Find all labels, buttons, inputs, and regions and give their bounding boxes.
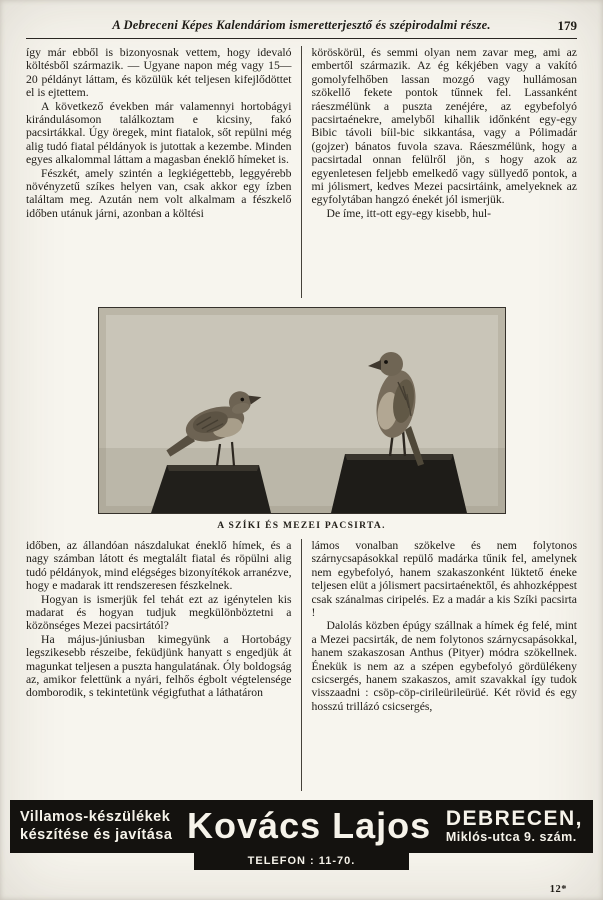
- advert-address-block: [446, 808, 583, 844]
- top-right-column: [302, 46, 578, 298]
- figure-caption: A SZÍKI ÉS MEZEI PACSIRTA.: [217, 521, 386, 531]
- paragraph: Hogyan is ismerjük fel tehát ezt az igénytelen kis madarat és hogyan tudjuk megkülönböztetni a közönséges Mezei pacsirtától?: [26, 592, 292, 633]
- running-head: A Debreceni Képes Kalendáriom ismeretterjesztő és szépirodalmi része.: [112, 18, 491, 32]
- signature-mark: 12*: [549, 884, 567, 895]
- advert-business-name: Kovács Lajos: [187, 805, 432, 846]
- paragraph: Ha május-júniusban kimegyünk a Hortobágy legszikesebb részeibe, feküdjünk hanyatt s engedjük át magunkat teljesen a puszta hangulatának. Óly boldogság az, amikor felettünk a nyári, felhős égbolt végtelensége domborodik, s tekintetünk végigfuthat a láthatáron: [26, 632, 292, 700]
- top-left-column: [26, 46, 302, 298]
- paragraph: Fészkét, amely szintén a legkiégettebb, leggyérebb növényzetű szíkes helyen van, csak akkor egy ízben találtam meg. Azután nem volt alkalmam a fészkelő időben utánuk járni, azonban a költési: [26, 166, 292, 220]
- advert-service-line2: készítése és javítása: [20, 827, 173, 843]
- advert-city: DEBRECEN,: [445, 807, 583, 830]
- advert-street: Miklós-utca 9. szám.: [445, 830, 577, 844]
- bird-figure: [98, 307, 506, 531]
- left-mount: [151, 465, 271, 513]
- bird-photo: [99, 308, 505, 513]
- paragraph: Dalolás közben épúgy szállnak a hímek ég felé, mint a Mezei pacsirták, de nem folytonos szárnycsapásokkal, hanem szakaszosan Anthus (Pityer) módra szökellnek. Énekük is nem az a szépen egybefolyó gördülékeny csicsergés, hanem szakaszos, amit szavakkal így tudok visszaadni : csöp-cöp-cirileürileürüé. Két rövid és egy hosszú trillázó csicsergés,: [311, 619, 577, 713]
- paragraph: időben, az állandóan nászdalukat éneklő hímek, és a nagy számban látott és megtalált fiatal és röpülni alig tudó példányok, mind elégséges bizonyítékok arranézve, hogy e madarak itt rendszeresen fészkelnek.: [26, 539, 292, 593]
- bottom-left-column: [26, 539, 302, 791]
- page-number: 179: [557, 18, 577, 33]
- paragraph: így már ebből is bizonyosnak vettem, hogy idevaló költésből származik. — Ugyane napon még vagy 15—20 példányt láttam, és közülük két teljesen kifejlődöttet el is ejtettem.: [26, 46, 292, 100]
- advert-phone-strip: TELEFON : 11-70.: [194, 853, 409, 870]
- paragraph: lámos vonalban szökelve és nem folytonos szárnycsapásokkal repülő madárka tűnik fel, amelynek nem egybefolyó, hanem szakaszonként lüktető éneke teljesen elüt a jólismert pacsirtaénektől, és ahhozképpest csak szánalmas ciripelés. Ez a madár a kis Szíki pacsirta !: [311, 539, 577, 620]
- advertisement-banner: [10, 800, 593, 853]
- bird-photo-frame: [98, 307, 506, 514]
- right-mount: [331, 454, 467, 513]
- advert-service-lines: [20, 808, 172, 844]
- bottom-right-column: [302, 539, 578, 791]
- page-header: [26, 18, 577, 39]
- bottom-text-columns: [26, 539, 577, 791]
- advert-service-line1: Villamos-készülékek: [20, 809, 171, 825]
- paragraph: De íme, itt-ott egy-egy kisebb, hul-: [326, 206, 492, 220]
- top-text-columns: [26, 46, 577, 298]
- paragraph: A következő években már valamennyi hortobágyi kirándulásomon találkoztam e kicsiny, fakó pacsirtákkal. Úgy öregek, mint fiatalok, sőt repülni még alig tudó fiatal példányok is jutottak a kezembe. Minden egyes alkalommal láttam a magasban éneklő hímeket is.: [26, 99, 292, 167]
- paragraph: köröskörül, és semmi olyan nem zavar meg, ami az embertől származik. Az ég kékjében vagy a vakító gomolyfelhőben lassan mozgó vagy hullámosan szökellő fekete pontok tűnnek fel. Lassanként ráeszmélünk a puszta zenéjére, az egybefolyó pacsirtaénekre, amelyből kihallik időnként egy-egy Bibic távoli bíil-bic sikkantása, vagy a Pólimadár (gojzer) bánatos fuvola szava. Ráeszmélünk, hogy a pacsirtadal onnan felülről jön, s hogy azok az egyenletesen feljebb emelkedő vagy süllyedő pontok, a mi jólismert, kedves Mezei pacsirtáink, amelyeknek az egyfolytában hangzó énekét jól ismerjük.: [311, 46, 577, 207]
